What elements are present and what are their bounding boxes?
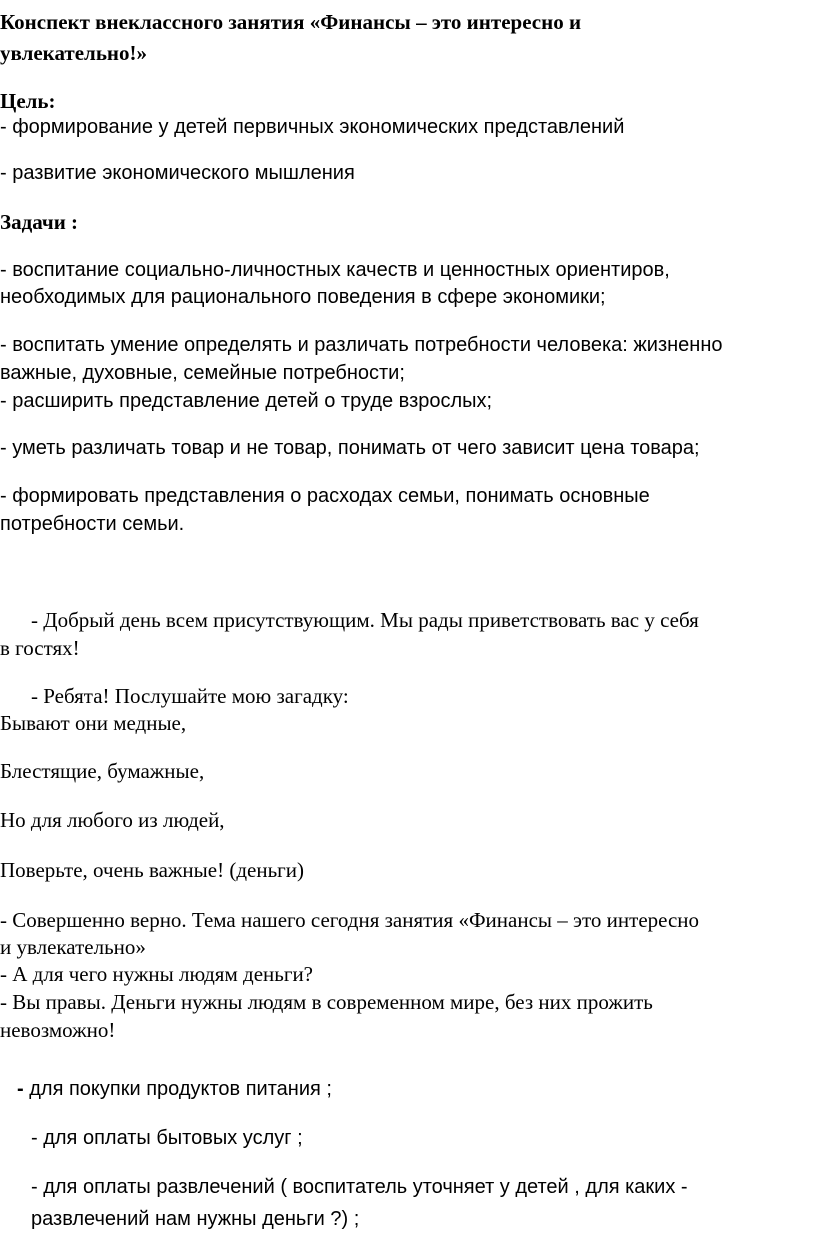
dialogue-line: невозможно! [0, 1018, 116, 1042]
task-line: - расширить представление детей о труде взрослых; [0, 390, 493, 412]
riddle-line: Но для любого из людей, [0, 808, 225, 832]
dialogue-line: - Ребята! Послушайте мою загадку: [31, 684, 349, 708]
goal-item: - формирование у детей первичных экономических представлений [0, 116, 625, 138]
riddle-line: Бывают они медные, [0, 711, 187, 735]
task-line: важные, духовные, семейные потребности; [0, 362, 405, 384]
document-title-line-1: Конспект внеклассного занятия «Финансы – это интересно и [0, 10, 582, 34]
list-item [17, 1077, 332, 1102]
document-title-line-2: увлекательно!» [0, 41, 148, 65]
dialogue-line: и увлекательно» [0, 935, 146, 959]
list-item-text: для покупки продуктов питания ; [23, 1078, 332, 1100]
task-line: необходимых для рационального поведения в сфере экономики; [0, 286, 606, 308]
task-line: потребности семьи. [0, 513, 185, 535]
list-item: - для оплаты бытовых услуг ; [31, 1127, 303, 1149]
list-item: - для оплаты развлечений ( воспитатель уточняет у детей , для каких - [31, 1176, 688, 1198]
goal-heading: Цель: [0, 89, 56, 113]
task-line: - воспитать умение определять и различать потребности человека: жизненно [0, 334, 723, 356]
dialogue-line: - А для чего нужны людям деньги? [0, 962, 314, 986]
dialogue-line: - Совершенно верно. Тема нашего сегодня занятия «Финансы – это интересно [0, 908, 700, 932]
goal-item: - развитие экономического мышления [0, 162, 355, 184]
task-line: - формировать представления о расходах семьи, понимать основные [0, 485, 650, 507]
tasks-heading: Задачи : [0, 210, 79, 234]
dialogue-line: - Добрый день всем присутствующим. Мы рады приветствовать вас у себя [31, 608, 699, 632]
dialogue-line: - Вы правы. Деньги нужны людям в современном мире, без них прожить [0, 990, 653, 1014]
riddle-line: Поверьте, очень важные! (деньги) [0, 858, 304, 882]
riddle-line: Блестящие, бумажные, [0, 759, 205, 783]
dialogue-line: в гостях! [0, 636, 80, 660]
task-line: - воспитание социально-личностных качеств и ценностных ориентиров, [0, 259, 670, 281]
task-line: - уметь различать товар и не товар, понимать от чего зависит цена товара; [0, 437, 700, 459]
list-dash: - [17, 1078, 24, 1100]
list-item: развлечений нам нужны деньги ?) ; [31, 1208, 360, 1230]
